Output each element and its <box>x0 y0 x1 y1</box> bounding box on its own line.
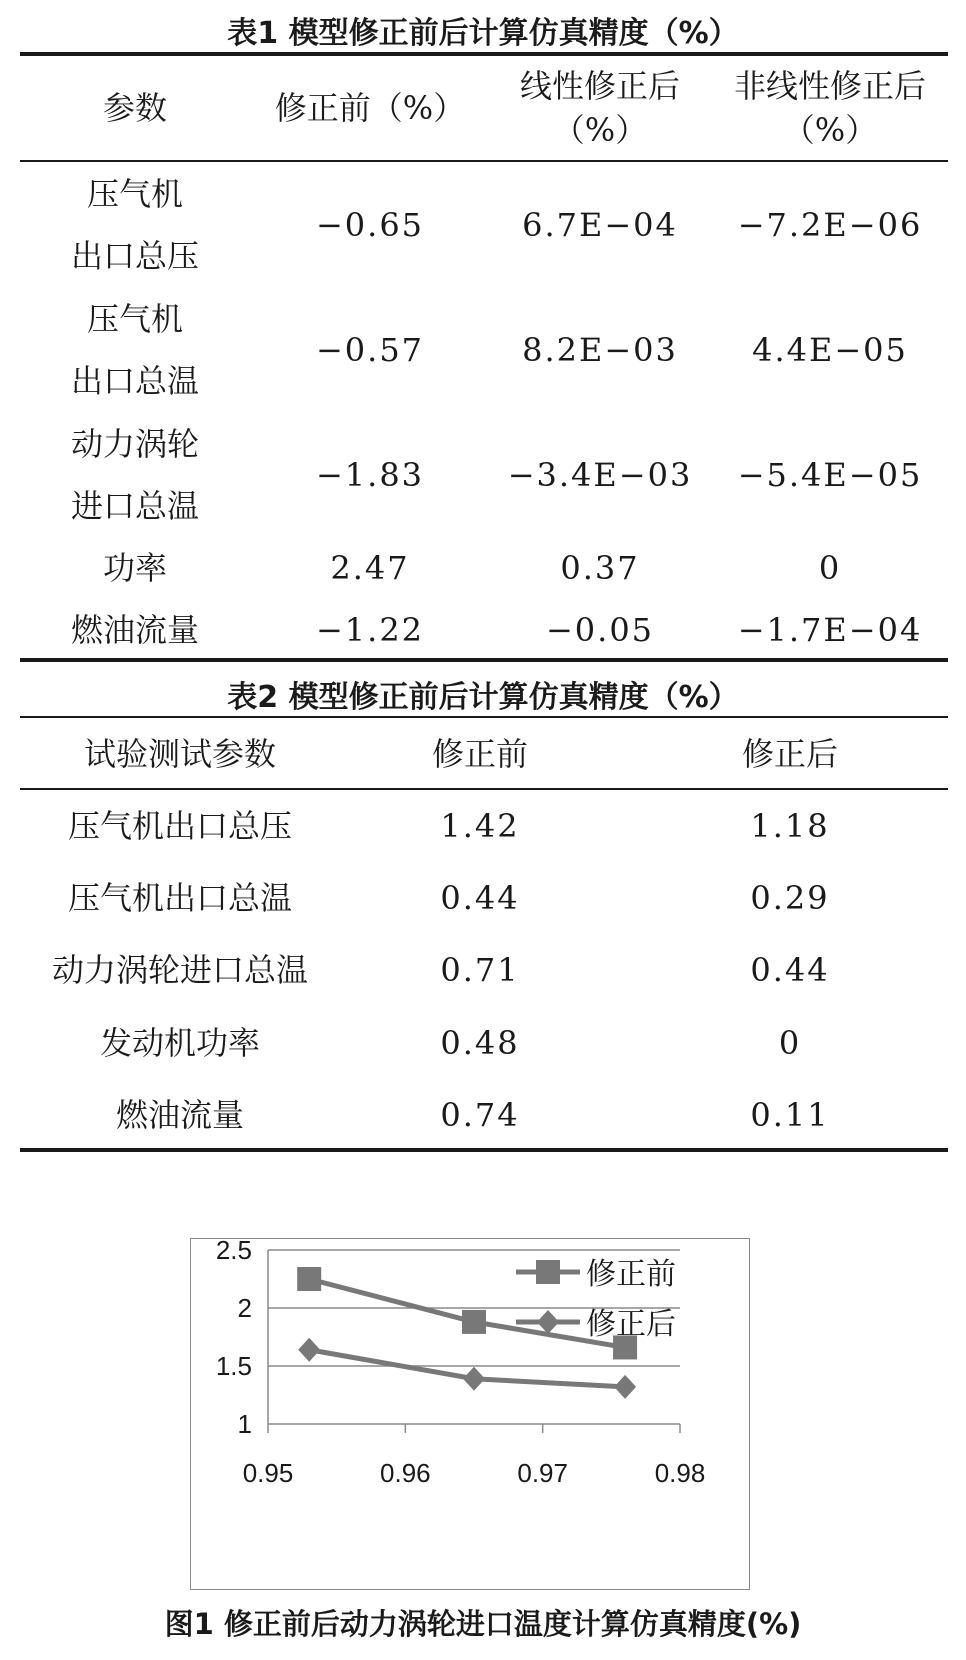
table1-row4-name: 功率 <box>102 549 167 587</box>
x-tick-label-1: 0.96 <box>380 1458 431 1488</box>
table2-header-rule <box>20 788 948 790</box>
table1-caption: 表1 模型修正前后计算仿真精度（%） <box>227 16 739 51</box>
table1-row1-name-line1: 压气机 <box>86 175 183 213</box>
table1-row5-linear: −0.05 <box>545 611 655 649</box>
table1-row1-linear: 6.7E−04 <box>522 206 678 244</box>
table2-caption: 表2 模型修正前后计算仿真精度（%） <box>227 680 739 715</box>
table1-row5-name: 燃油流量 <box>70 611 199 649</box>
table2-top-rule <box>20 716 948 718</box>
table2-row4-name: 发动机功率 <box>99 1024 260 1062</box>
table1-row1-before: −0.65 <box>315 206 425 244</box>
y-tick-label-3: 2.5 <box>215 1238 252 1265</box>
table1-header-linear-line2: （%） <box>552 111 648 149</box>
table1-header-before: 修正前（%） <box>274 89 466 127</box>
table1-header-rule <box>20 160 948 162</box>
table2-row5-after: 0.11 <box>750 1096 830 1134</box>
y-tick-label-2: 2 <box>237 1293 252 1323</box>
y-tick-label-1: 1.5 <box>215 1351 252 1381</box>
table1-row3-linear: −3.4E−03 <box>507 456 693 494</box>
table2-row4-before: 0.48 <box>440 1024 520 1062</box>
table1-row2-name-line2: 出口总温 <box>70 362 199 400</box>
table2-header-before: 修正前 <box>431 735 528 773</box>
table2-row5-name: 燃油流量 <box>115 1096 244 1134</box>
table1-row3-name-line2: 进口总温 <box>70 487 199 525</box>
table1-row5-nonlinear: −1.7E−04 <box>737 611 923 649</box>
table2-header-after: 修正后 <box>741 735 838 773</box>
table1-row4-before: 2.47 <box>330 549 410 587</box>
table2-row4-after: 0 <box>778 1024 802 1062</box>
table1-header-param: 参数 <box>102 89 167 127</box>
figure1-line-chart <box>190 1238 750 1590</box>
table2-row5-before: 0.74 <box>440 1096 520 1134</box>
table1-header-linear-line1: 线性修正后 <box>519 67 680 105</box>
table1-row3-before: −1.83 <box>315 456 425 494</box>
series-0-point-0 <box>297 1267 321 1291</box>
x-tick-label-0: 0.95 <box>242 1458 294 1488</box>
table2-row2-before: 0.44 <box>440 879 520 917</box>
table1-row1-nonlinear: −7.2E−06 <box>737 206 923 244</box>
table2-row2-name: 压气机出口总温 <box>67 879 292 917</box>
table2-row1-after: 1.18 <box>750 807 830 845</box>
table2-row2-after: 0.29 <box>750 879 830 917</box>
x-tick-label-2: 0.97 <box>517 1458 568 1488</box>
table1-row2-linear: 8.2E−03 <box>522 331 678 369</box>
table1-row4-linear: 0.37 <box>560 549 640 587</box>
legend-label-0: 修正前 <box>586 1257 676 1292</box>
table1-top-rule <box>20 52 948 56</box>
table1-row5-before: −1.22 <box>315 611 425 649</box>
table2-bottom-rule <box>20 1148 948 1152</box>
legend-marker-0 <box>536 1260 560 1284</box>
table1-row4-nonlinear: 0 <box>818 549 842 587</box>
table1-row3-name-line1: 动力涡轮 <box>70 425 199 463</box>
table1-bottom-rule <box>20 658 948 662</box>
table1-row2-name-line1: 压气机 <box>86 300 183 338</box>
table1-header-nonlinear-line2: （%） <box>782 111 878 149</box>
table2-row1-before: 1.42 <box>440 807 520 845</box>
table1-row2-nonlinear: 4.4E−05 <box>752 331 908 369</box>
table1-header-nonlinear-line1: 非线性修正后 <box>733 67 926 105</box>
table2-row3-after: 0.44 <box>750 951 830 989</box>
table1-row2-before: −0.57 <box>315 331 425 369</box>
x-tick-label-3: 0.98 <box>654 1458 706 1488</box>
series-0-point-1 <box>462 1310 486 1334</box>
table2-row3-before: 0.71 <box>440 951 520 989</box>
table1-row3-nonlinear: −5.4E−05 <box>737 456 923 494</box>
table2-row1-name: 压气机出口总压 <box>67 807 292 845</box>
table2-header-param: 试验测试参数 <box>83 735 276 773</box>
y-tick-label-0: 1 <box>237 1409 252 1439</box>
legend-label-1: 修正后 <box>586 1307 676 1342</box>
table2-row3-name: 动力涡轮进口总温 <box>51 951 308 989</box>
figure1-caption: 图1 修正前后动力涡轮进口温度计算仿真精度(%) <box>164 1607 802 1641</box>
table1-row1-name-line2: 出口总压 <box>70 237 199 275</box>
